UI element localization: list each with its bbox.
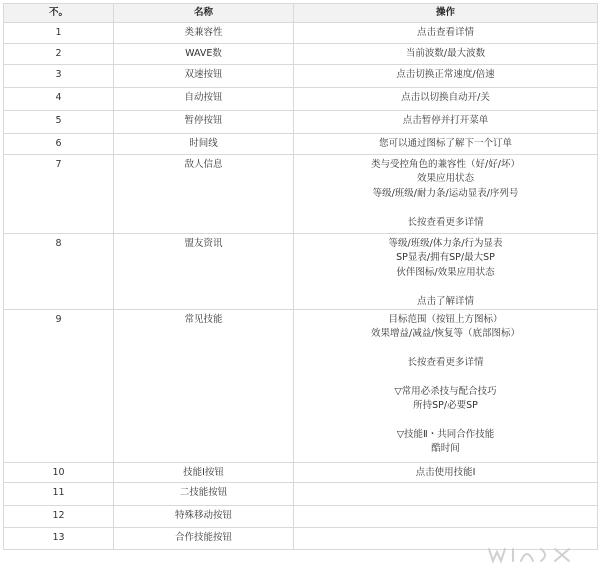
header-operation: 操作	[294, 4, 598, 23]
table-row	[4, 234, 598, 310]
row-number: 5	[4, 111, 114, 134]
operation-line: 点击查看详情	[416, 27, 474, 38]
row-operation	[294, 462, 598, 482]
operation-line: 酷时间	[431, 443, 460, 455]
row-operation	[294, 309, 598, 462]
operation-line: 当前波数/最大波数	[405, 48, 486, 59]
operation-line: 点击暂停并打开菜单	[402, 115, 489, 126]
table-row	[4, 111, 598, 134]
row-name: 暂停按钮	[114, 111, 294, 134]
row-name: 合作技能按钮	[114, 527, 294, 549]
table-row	[4, 88, 598, 111]
row-name: 类兼容性	[114, 23, 294, 44]
operation-line: 效果应用状态	[416, 173, 474, 185]
table-row	[4, 155, 598, 234]
row-operation	[294, 111, 598, 134]
operation-line: 您可以通过图标了解下一个订单	[378, 138, 512, 149]
operation-line: 目标范围（按钮上方图标）	[388, 313, 503, 325]
row-name: 盟友资讯	[114, 234, 294, 310]
operation-line: 长按查看更多详情	[407, 216, 484, 228]
operation-line: 等级/班级/体力条/行为显表	[388, 238, 503, 249]
table-row	[4, 309, 598, 462]
operation-line	[294, 280, 597, 294]
row-number: 8	[4, 234, 114, 310]
row-number: 6	[4, 134, 114, 155]
operation-line: 点击以切换自动开/关	[401, 92, 490, 103]
table-row	[4, 482, 598, 505]
table-row	[4, 462, 598, 482]
row-number: 3	[4, 65, 114, 88]
operation-line: 所持SP/必要SP	[413, 400, 478, 412]
row-operation	[294, 23, 598, 44]
row-operation	[294, 234, 598, 310]
operation-line: 类与受控角色的兼容性（好/好/坏）	[371, 159, 520, 170]
row-operation	[294, 134, 598, 155]
row-name: 二技能按钮	[114, 482, 294, 505]
table-row	[4, 65, 598, 88]
table-row	[4, 23, 598, 44]
row-number: 9	[4, 309, 114, 462]
operation-line	[294, 414, 597, 428]
row-number: 4	[4, 88, 114, 111]
header-number: 不。	[4, 4, 114, 23]
operation-line	[294, 371, 597, 385]
row-name: 特殊移动按钮	[114, 505, 294, 527]
operation-line: ▽技能Ⅱ・共同合作技能	[396, 429, 495, 441]
table-row	[4, 505, 598, 527]
operation-line: 等级/班级/耐力条/运动显表/序列号	[372, 187, 519, 199]
table-body	[4, 23, 598, 550]
row-operation	[294, 65, 598, 88]
row-name: 技能Ⅰ按钮	[114, 462, 294, 482]
operation-line: 点击切换正常速度/倍速	[396, 69, 495, 80]
table-row	[4, 44, 598, 65]
watermark-icon	[483, 544, 578, 566]
row-name: 自动按钮	[114, 88, 294, 111]
row-operation	[294, 482, 598, 505]
row-operation	[294, 44, 598, 65]
row-name: 常见技能	[114, 309, 294, 462]
row-name: 敌人信息	[114, 155, 294, 234]
row-number: 1	[4, 23, 114, 44]
row-number: 13	[4, 527, 114, 549]
row-operation	[294, 505, 598, 527]
operation-line: SP显表/拥有SP/最大SP	[396, 252, 495, 264]
operation-line	[294, 342, 597, 356]
row-number: 2	[4, 44, 114, 65]
operation-line: 效果增益/减益/恢复等（底部图标）	[371, 328, 520, 340]
operation-line	[294, 201, 597, 215]
operation-line: 点击了解详情	[416, 295, 474, 307]
row-number: 11	[4, 482, 114, 505]
row-number: 10	[4, 462, 114, 482]
operation-line: 点击使用技能Ⅰ	[415, 466, 476, 478]
operation-line: 长按查看更多详情	[407, 357, 484, 369]
row-number: 12	[4, 505, 114, 527]
operation-line: ▽常用必杀技与配合技巧	[394, 385, 497, 397]
operation-line: 伙伴图标/效果应用状态	[396, 266, 495, 278]
row-operation	[294, 88, 598, 111]
row-operation	[294, 155, 598, 234]
row-number: 7	[4, 155, 114, 234]
table-header-row	[4, 4, 598, 23]
header-name: 名称	[114, 4, 294, 23]
row-name: 时间线	[114, 134, 294, 155]
row-name: 双速按钮	[114, 65, 294, 88]
row-name: WAVE数	[114, 44, 294, 65]
table-row	[4, 134, 598, 155]
controls-table	[3, 3, 598, 550]
